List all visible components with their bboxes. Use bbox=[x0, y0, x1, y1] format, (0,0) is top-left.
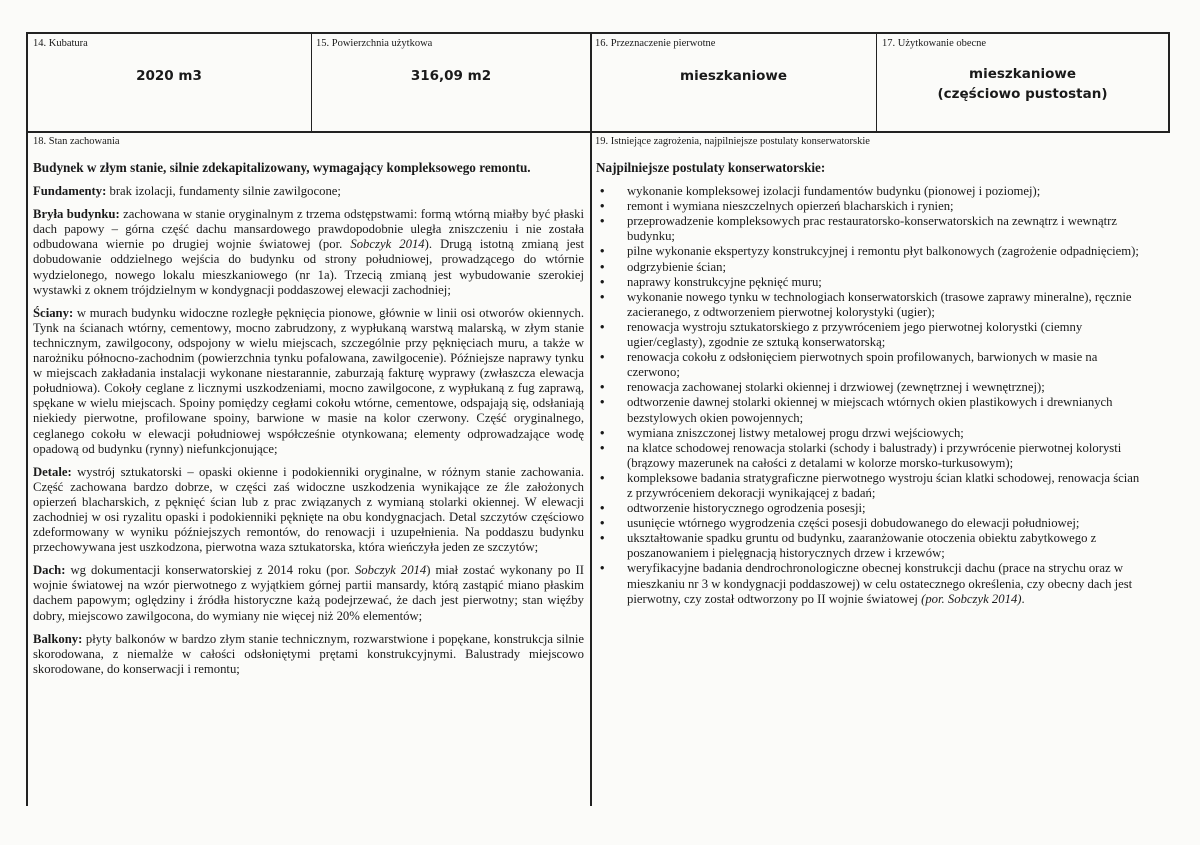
postulate-text: odtworzenie historycznego ogrodzenia posesji; bbox=[627, 501, 866, 516]
postulate-item bbox=[596, 516, 1148, 531]
postulate-item bbox=[596, 199, 1148, 214]
postulate-text: przeprowadzenie kompleksowych prac restauratorsko-konserwatorskich na zewnątrz i wewnątrz budynku; bbox=[627, 214, 1118, 244]
postulate-item bbox=[596, 501, 1148, 516]
kubatura-value: 2020 m3 bbox=[136, 68, 202, 84]
postulate-item bbox=[596, 471, 1148, 501]
top-border bbox=[26, 32, 1170, 34]
postulate-text: wymiana zniszczonej listwy metalowej progu drzwi wejściowych; bbox=[627, 425, 964, 440]
bryla-paragraph bbox=[33, 207, 584, 298]
postulate-item bbox=[596, 184, 1148, 199]
uzytkowanie-value-line1: mieszkaniowe bbox=[969, 66, 1076, 82]
postulate-item bbox=[596, 275, 1148, 290]
bullet-icon: • bbox=[600, 501, 605, 516]
bullet-icon: • bbox=[600, 289, 605, 304]
postulate-item bbox=[596, 320, 1148, 350]
postulate-text: odgrzybienie ścian; bbox=[627, 259, 726, 274]
postulaty-heading: Najpilniejsze postulaty konserwatorskie: bbox=[596, 160, 826, 175]
bullet-icon: • bbox=[600, 184, 605, 199]
postulate-text-end: . bbox=[1021, 591, 1025, 606]
bullet-icon: • bbox=[600, 425, 605, 440]
postulate-text: odtworzenie dawnej stolarki okiennej w miejscach wtórnych okien plastikowych i drewnianych bezstylowych okien powojennych; bbox=[627, 395, 1113, 425]
postulate-item bbox=[596, 395, 1148, 425]
postulate-citation: (por. Sobczyk 2014) bbox=[921, 591, 1022, 606]
bryla-text-b: ). Drugą istotną zmianą jest dobudowanie oddzielnego wejścia do budynku od strony południowej, prowadzącego do wtórnie wydzielonego, nowego lokalu mieszkaniowego (nr 1a). Trzecią zmianą jest wybudowanie szerokiej wystawki z oknem trójdzielnym w kondygnacji poddaszowej elewacji zachodniej; bbox=[33, 237, 584, 297]
bullet-icon: • bbox=[600, 380, 605, 395]
bullet-icon: • bbox=[600, 440, 605, 455]
balkony-term: Balkony: bbox=[33, 631, 83, 646]
balkony-paragraph bbox=[33, 632, 584, 677]
detale-term: Detale: bbox=[33, 464, 72, 479]
sciany-text: w murach budynku widoczne rozległe pęknięcia pionowe, głównie w linii osi otworów okiennych. Tynk na ścianach wtórny, cementowy, mocno zabrudzony, z wypłukaną warstwą malarską, w złym stanie technicznym, zawilgocony, odspojony w wielu miejscach, szczególnie przy pęknięciach muru, a także w narożniku północno-zachodnim (powierzchnia tynku pofalowana, zawilgocenie). Późniejsze naprawy tynku w miejscach zakładania instalacji wykonane niestarannie, zaburzają fakturę wyprawy (zwłaszcza elewacja południowa). Cokoły ceglane z licznymi uszkodzeniami, mocno zawilgocone, z wypłukaną z fug zaprawą, spękane w wielu miejscach. Spoiny pomiędzy cegłami cokołu wtórne, cementowe, odspajają się, odsłaniają niekiedy pierwotne, profilowane spoiny, barwione w masie na kolor czerwony. Część oryginalnego, ceglanego cokołu w elewacji południowej współcześnie otynkowana; elementy odprowadzające wodę opadową od budynku (rynny) niefunkcjonujące; bbox=[33, 305, 584, 456]
przeznaczenie-label: 16. Przeznaczenie pierwotne bbox=[595, 38, 716, 49]
postulate-text: wykonanie kompleksowej izolacji fundamentów budynku (pionowej i poziomej); bbox=[627, 184, 1041, 199]
dach-citation: Sobczyk 2014 bbox=[354, 563, 427, 578]
postulate-text: usunięcie wtórnego wygrodzenia części posesji dobudowanego do elewacji południowej; bbox=[627, 516, 1080, 531]
powierzchnia-label: 15. Powierzchnia użytkowa bbox=[316, 38, 433, 49]
sciany-term: Ściany: bbox=[33, 305, 74, 320]
postulate-item bbox=[596, 380, 1148, 395]
postulate-text: ukształtowanie spadku gruntu od budynku, zaaranżowanie otoczenia obiektu zabytkowego z poszanowaniem i pielęgnacją historycznych drzew i krzewów; bbox=[627, 531, 1097, 561]
postulate-text: naprawy konstrukcyjne pęknięć muru; bbox=[627, 274, 822, 289]
postulate-text: renowacja cokołu z odsłonięciem pierwotnych spoin profilowanych, barwionych w masie na czerwono; bbox=[627, 350, 1098, 380]
dach-text-a: wg dokumentacji konserwatorskiej z 2014 roku (por. bbox=[65, 563, 355, 578]
right-border bbox=[1168, 32, 1170, 132]
przeznaczenie-value: mieszkaniowe bbox=[680, 68, 787, 84]
postulate-item bbox=[596, 426, 1148, 441]
bullet-icon: • bbox=[600, 244, 605, 259]
balkony-text: płyty balkonów w bardzo złym stanie technicznym, rozwarstwione i popękane, konstrukcja silnie skorodowana, z niemalże w całości odsłoniętymi prętami konstrukcyjnymi. Balustrady miejscowo skorodowane, do konserwacji i remontu; bbox=[33, 631, 584, 676]
sciany-paragraph bbox=[33, 306, 584, 457]
bullet-icon: • bbox=[600, 259, 605, 274]
postulate-text: renowacja zachowanej stolarki okiennej i drzwiowej (zewnętrznej i wewnętrznej); bbox=[627, 380, 1045, 395]
zagrozenia-label: 19. Istniejące zagrożenia, najpilniejsze postulaty konserwatorskie bbox=[595, 136, 870, 147]
uzytkowanie-label: 17. Użytkowanie obecne bbox=[882, 38, 987, 49]
bullet-icon: • bbox=[600, 214, 605, 229]
bullet-icon: • bbox=[600, 274, 605, 289]
detale-paragraph bbox=[33, 465, 584, 556]
dach-term: Dach: bbox=[33, 563, 66, 578]
fundamenty-paragraph bbox=[33, 184, 584, 199]
stan-zachowania-text bbox=[33, 160, 584, 685]
dach-text-b: ) miał zostać wykonany po II wojnie światowej na wzór pierwotnego z wyjątkiem górnej partii mansardy, którą zastąpić miano płaskim dachem papowym; oględziny i źródła historyczne każą podejrzewać, że dach jest pierwotny; stan więźby dobry, miejscowo zawilgocona, do wymiany nie więcej niż 20% elementów; bbox=[33, 563, 584, 623]
postulate-item bbox=[596, 441, 1148, 471]
bullet-icon: • bbox=[600, 199, 605, 214]
dach-paragraph bbox=[33, 563, 584, 623]
bullet-icon: • bbox=[600, 561, 605, 576]
bullet-icon: • bbox=[600, 395, 605, 410]
postulate-item bbox=[596, 561, 1148, 606]
uzytkowanie-value bbox=[877, 64, 1168, 104]
fundamenty-text: brak izolacji, fundamenty silnie zawilgocone; bbox=[106, 184, 341, 199]
bullet-icon: • bbox=[600, 516, 605, 531]
postulate-text: kompleksowe badania stratygraficzne pierwotnego wystroju ścian klatki schodowej, renowacja ścian z przywróceniem dekoracji wynikającej z badań; bbox=[627, 470, 1140, 500]
postulate-item bbox=[596, 290, 1148, 320]
postulate-item bbox=[596, 244, 1148, 259]
postulate-text: pilne wykonanie ekspertyzy konstrukcyjnej i remontu płyt balkonowych (zagrożenie odpadnięciem); bbox=[627, 244, 1139, 259]
bryla-text-a: zachowana w stanie oryginalnym z trzema odstępstwami: formą wtórną miałby być płaski dach papowy – górna część dachu mansardowego prawdopodobnie uległa zniszczeniu i nie została odbudowana wiernie po drugiej wojnie światowej (por. bbox=[33, 207, 585, 252]
postulate-item bbox=[596, 531, 1148, 561]
left-border bbox=[26, 32, 28, 806]
postulate-item bbox=[596, 260, 1148, 275]
postulate-text: wykonanie nowego tynku w technologiach konserwatorskich (trasowe zaprawy mineralne), ręcznie zacieranego, z odtworzeniem pierwotnej kolorystyki (ugier); bbox=[627, 289, 1132, 319]
row-divider bbox=[26, 131, 1170, 133]
postulate-text: na klatce schodowej renowacja stolarki (schody i balustrady) i przywrócenie pierwotnej kolorysti (brązowy mazerunek na całości z detalami w kolorze morsko-turkusowym); bbox=[627, 440, 1122, 470]
kubatura-label: 14. Kubatura bbox=[33, 38, 88, 49]
postulates-list bbox=[596, 184, 1148, 607]
postulate-item bbox=[596, 350, 1148, 380]
stan-label: 18. Stan zachowania bbox=[33, 136, 120, 147]
postulate-text: renowacja wystroju sztukatorskiego z przywróceniem jego pierwotnej kolorystki (ciemny ugier/ceglasty), zgodnie ze sztuką konserwatorską; bbox=[627, 319, 1083, 350]
bullet-icon: • bbox=[600, 319, 605, 334]
bullet-icon: • bbox=[600, 470, 605, 485]
col-divider-2 bbox=[590, 32, 592, 806]
stan-heading: Budynek w złym stanie, silnie zdekapitalizowany, wymagający kompleksowego remontu. bbox=[33, 160, 531, 175]
bryla-citation: Sobczyk 2014 bbox=[350, 237, 425, 252]
postulate-item bbox=[596, 214, 1148, 244]
detale-text: wystrój sztukatorski – opaski okienne i podokienniki oryginalne, w różnym stanie zachowania. Część zachowana bardzo dobrze, w części zaś widoczne uszkodzenia wynikające ze źle założonych opierzeń blacharskich, z pęknięć ścian lub z prac związanych z wymianą stolarki okiennej. W elewacji zachodniej w osi ryzalitu opaski i podokienniki pęknięte na obu kondygnacjach. Detal szczytów częściowo zdeformowany w wyniku późniejszych remontów, do renowacji i uzupełnienia. Na poddaszu budynku przechowywana jest uszkodzona, pierwotna waza sztukatorska, która wieńczyła jeden ze szczytów; bbox=[33, 464, 584, 555]
bullet-icon: • bbox=[600, 350, 605, 365]
postulate-text: remont i wymiana nieszczelnych opierzeń blacharskich i rynien; bbox=[627, 199, 954, 214]
uzytkowanie-value-line2: (częściowo pustostan) bbox=[937, 86, 1108, 102]
postulaty-text bbox=[596, 160, 1148, 607]
bryla-term: Bryła budynku: bbox=[33, 207, 120, 222]
postulate-text: weryfikacyjne badania dendrochronologiczne obecnej konstrukcji dachu (prace na strychu oraz w mieszkaniu nr 3 w kondygnacji poddaszowej) w celu ostatecznego określenia, czy obecny dach jest pierwotny, czy został odtworzony po II wojnie światowej bbox=[627, 561, 1133, 606]
powierzchnia-value: 316,09 m2 bbox=[410, 68, 492, 84]
bullet-icon: • bbox=[600, 531, 605, 546]
fundamenty-term: Fundamenty: bbox=[33, 184, 107, 199]
